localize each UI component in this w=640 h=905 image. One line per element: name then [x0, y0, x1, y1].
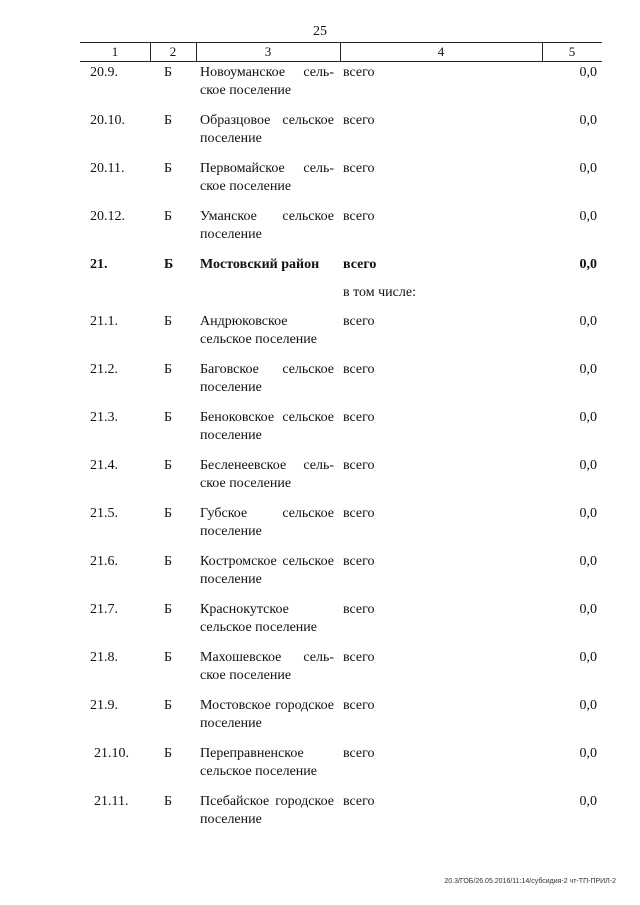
document-footer-code: 20.3/ГОБ/26.05.2016/11:14/субсидия-2 чт-ТП-ПРИЛ-2: [444, 878, 616, 885]
row-value: 0,0: [579, 314, 597, 329]
row-value: 0,0: [579, 209, 597, 224]
row-value: 0,0: [579, 410, 597, 425]
header-col-3: 3: [264, 44, 272, 59]
row-category: Б: [164, 794, 173, 809]
row-type: в том числе:: [343, 285, 416, 300]
row-type: всего: [343, 554, 375, 569]
row-value: 0,0: [579, 458, 597, 473]
row-value: 0,0: [579, 650, 597, 665]
header-col-5: 5: [568, 44, 576, 59]
row-category: Б: [164, 161, 173, 176]
row-value: 0,0: [579, 698, 597, 713]
row-category: Б: [164, 113, 173, 128]
row-name: Костромское сельское поселение: [200, 554, 334, 587]
row-type: всего: [343, 746, 375, 761]
row-type: всего: [343, 209, 375, 224]
row-number: 21.4.: [90, 458, 118, 473]
header-col-4: 4: [437, 44, 445, 59]
row-category: Б: [164, 410, 173, 425]
row-type: всего: [343, 602, 375, 617]
row-name: Бесленеевское сельское поселение: [200, 458, 334, 491]
row-value: 0,0: [579, 794, 597, 809]
row-category: Б: [164, 506, 173, 521]
row-type: всего: [343, 794, 375, 809]
row-number: 20.9.: [90, 65, 118, 80]
header-col-1: 1: [111, 44, 119, 59]
row-name: Первомайское сельское поселение: [200, 161, 334, 194]
row-category: Б: [164, 362, 173, 377]
row-name: Уманское сельское поселение: [200, 209, 334, 242]
row-name: Махошевское сельское поселение: [200, 650, 334, 683]
row-category: Б: [164, 746, 173, 761]
row-type: всего: [343, 650, 375, 665]
row-value: 0,0: [579, 506, 597, 521]
row-name: Губское сельское поселение: [200, 506, 334, 539]
row-number: 21.8.: [90, 650, 118, 665]
row-type: всего: [343, 65, 375, 80]
row-type: всего: [343, 410, 375, 425]
row-number: 21.7.: [90, 602, 118, 617]
table-header: [80, 42, 602, 62]
row-value: 0,0: [579, 602, 597, 617]
row-category: Б: [164, 257, 174, 272]
row-number: 21.10.: [94, 746, 129, 761]
row-type: всего: [343, 698, 375, 713]
row-number: 21.6.: [90, 554, 118, 569]
row-name: Псебайское городское поселение: [200, 794, 334, 827]
row-number: 21.1.: [90, 314, 118, 329]
row-type: всего: [343, 113, 375, 128]
row-name: Мостовский район: [200, 257, 320, 272]
row-type: всего: [343, 362, 375, 377]
row-type: всего: [343, 314, 375, 329]
row-number: 21.11.: [94, 794, 129, 809]
row-value: 0,0: [579, 113, 597, 128]
row-category: Б: [164, 698, 173, 713]
row-value: 0,0: [579, 362, 597, 377]
row-category: Б: [164, 554, 173, 569]
row-name: Краснокутское сельское поселение: [200, 602, 317, 635]
row-type: всего: [343, 257, 377, 272]
row-category: Б: [164, 602, 173, 617]
row-name: Андрюковское сельское поселение: [200, 314, 317, 347]
row-category: Б: [164, 650, 173, 665]
row-number: 21.5.: [90, 506, 118, 521]
row-name: Мостовское городское поселение: [200, 698, 334, 731]
row-number: 20.11.: [90, 161, 125, 176]
row-value: 0,0: [579, 65, 597, 80]
row-type: всего: [343, 161, 375, 176]
row-number: 21.9.: [90, 698, 118, 713]
row-category: Б: [164, 209, 173, 224]
row-type: всего: [343, 506, 375, 521]
row-number: 21.: [90, 257, 108, 272]
row-value: 0,0: [579, 257, 597, 272]
row-number: 20.10.: [90, 113, 125, 128]
row-name: Баговское сельское поселение: [200, 362, 334, 395]
row-number: 21.3.: [90, 410, 118, 425]
row-category: Б: [164, 65, 173, 80]
row-number: 20.12.: [90, 209, 125, 224]
header-col-2: 2: [169, 44, 177, 59]
row-value: 0,0: [579, 554, 597, 569]
row-name: Образцовое сельское поселение: [200, 113, 334, 146]
row-category: Б: [164, 314, 173, 329]
row-category: Б: [164, 458, 173, 473]
row-number: 21.2.: [90, 362, 118, 377]
page-number: 25: [313, 24, 327, 39]
row-value: 0,0: [579, 161, 597, 176]
row-value: 0,0: [579, 746, 597, 761]
row-name: Новоуманское сельское поселение: [200, 65, 334, 98]
row-name: Беноковское сельское поселение: [200, 410, 334, 443]
row-type: всего: [343, 458, 375, 473]
row-name: Переправненское сельское поселение: [200, 746, 317, 779]
